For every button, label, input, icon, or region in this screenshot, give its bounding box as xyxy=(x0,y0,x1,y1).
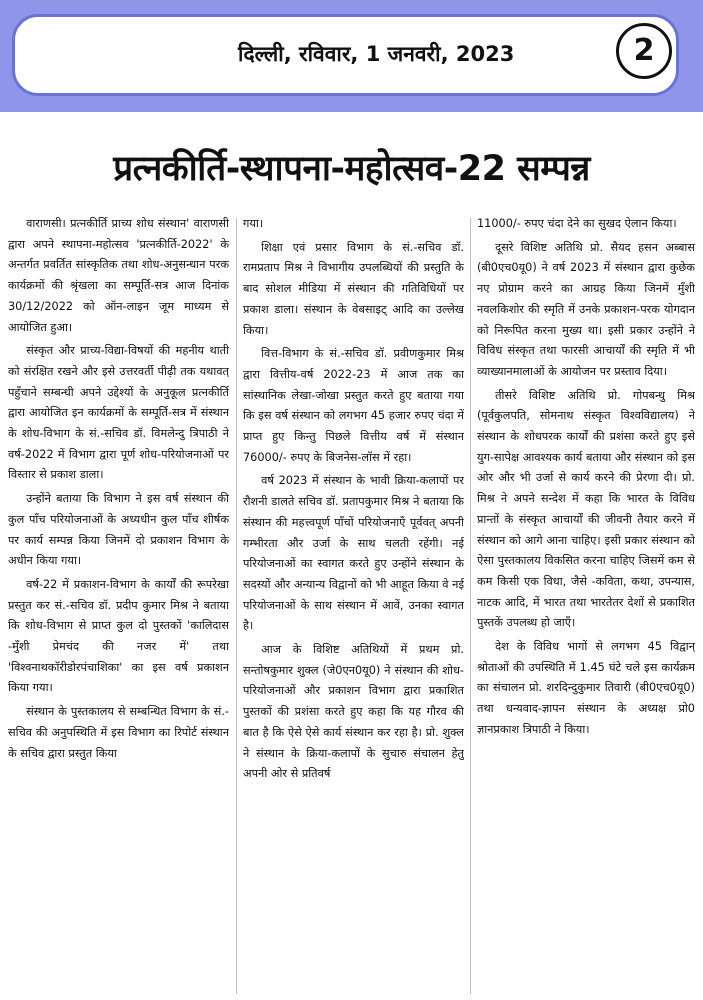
paragraph: तीसरे विशिष्ट अतिथि प्रो. गोपबन्धु मिश्र (पूर्वकुलपति, सोमनाथ संस्कृत विश्वविद्यालय) ने संस्थान के शोधपरक कार्यों की प्रशंसा करते हुए इसे युग-सापेक्ष आवश्यक कार्य बताया और संस्थान को इस ओर और भी उर्जा से कार्य करने की प्रेरणा दी। प्रो. मिश्र ने अपने सन्देश में कहा कि भारत के विविध प्रान्तों के संस्कृत आचार्यों की जीवनी तैयार करने में संस्थान को आगे आना चाहिए। इसी प्रकार संस्थान को ऐसा पुस्तकालय विकसित करना चाहिए जिसमें कम से कम किसी एक विधा, जैसे -कविता, कथा, उपन्यास, नाटक आदि, में भारत तथा भारतेतर देशों से प्रकाशित पुस्तकें उपलब्ध हो जाएँ। xyxy=(477,388,695,630)
paragraph: उन्होंने बताया कि विभाग ने इस वर्ष संस्थान की कुल पाँच परियोजनाओं के अध्यधीन कुल पाँच शीर्षक पर कार्य सम्पन्न किया जिनमें दो प्रकाशन विभाग के अधीन किया गया। xyxy=(8,492,229,568)
paragraph: वाराणसी। प्रत्नकीर्ति प्राच्य शोध संस्थान' वाराणसी द्वारा अपने स्थापना-महोत्सव 'प्रत्नकीर्ति-2022' के अन्तर्गत प्रवर्तित सांस्कृतिक तथा शोध-अनुसन्धान परक कार्यक्रमों की श्रृंखला का सम्पूर्ति-सत्र आज दिनांक 30/12/2022 को ऑन-लाइन जूम माध्यम से आयोजित हुआ। xyxy=(8,217,229,334)
paragraph: देश के विविध भागों से लगभग 45 विद्वान् श्रोताओं की उपस्थिति में 1.45 घंटे चले इस कार्यक्रम का संचालन प्रो. शरदिन्दुकुमार तिवारी (बी0एच0यू0) तथा धन्यवाद-ज्ञापन संस्थान के अध्यक्ष प्रो0 ज्ञानप्रकाश त्रिपाठी ने किया। xyxy=(477,640,695,736)
article-column-1 xyxy=(8,214,229,998)
article-column-2 xyxy=(243,214,464,998)
paragraph: आज के विशिष्ट अतिथियों में प्रथम प्रो. सन्तोषकुमार शुक्ल (जे0एन0यू0) ने संस्थान की शोध-परियोजनाओं और प्रकाशन विभाग द्वारा प्रकाशित पुस्तकों की प्रशंसा करते हुए कहा कि यह गौरव की बात है कि ऐसे ऐसे कार्य संस्थान कर रहा है। प्रो. शुक्ल ने संस्थान के क्रिया-कलापों के सुचारु संचालन हेतु अपनी ओर से प्रतिवर्ष xyxy=(243,643,464,781)
paragraph: गया। xyxy=(243,217,264,230)
paragraph: वर्ष 2023 में संस्थान के भावी क्रिया-कलापों पर रौशनी डालते सचिव डॉ. प्रतापकुमार मिश्र ने बताया कि संस्थान की महत्त्वपूर्ण पाँचों परियोजनाएँ पूर्ववत् अपनी गम्भीरता और उर्जा के साथ चलती रहेंगी। नई परियोजनाओं का स्वागत करते हुए उन्होंने संस्थान के सदस्यों और अन्यान्य विद्वानों को भी आहूत किया वे नई परियोजनाओं के साथ संस्थान में आवें, उनका स्वागत है। xyxy=(243,474,464,633)
article-column-3 xyxy=(477,214,695,998)
paragraph: संस्कृत और प्राच्य-विद्या-विषयों की महनीय थाती को संरक्षित रखने और इसे उत्तरवर्ती पीढ़ी तक यथावत् पहुँचाने सम्बन्धी अपने उद्देश्यों के अनुकूल प्रत्नकीर्ति द्वारा आयोजित इन कार्यक्रमों के सम्पूर्ति-सत्र में संस्थान के शोध-विभाग के सं.-सचिव डॉ. विमलेन्दु त्रिपाठी ने वर्ष-2022 में विभाग द्वारा पूर्ण शोध-परियोजनाओं पर विस्तार से प्रकाश डाला। xyxy=(8,344,229,482)
column-divider xyxy=(470,218,471,994)
paragraph: 11000/- रुपए चंदा देने का सुखद ऐलान किया। xyxy=(477,217,677,230)
paragraph: दूसरे विशिष्ट अतिथि प्रो. सैयद हसन अब्बास (बी0एच0यू0) ने वर्ष 2023 में संस्थान द्वारा कुछेक नए प्रोग्राम करने का आग्रह किया जिनमें मुँशी नवलकिशोर की स्मृति में उनके प्रकाशन-परक योगदान को निरूपित करना मुख्य था। इसी प्रकार उन्होंने ने विविध संस्कृत तथा फारसी आचार्यों की स्मृति में भी व्याख्यानमालाओं के आयोजन पर प्रस्ताव दिया। xyxy=(477,240,695,378)
article-headline: प्रत्नकीर्ति-स्थापना-महोत्सव-22 सम्पन्न xyxy=(113,149,590,189)
paragraph: वित्त-विभाग के सं.-सचिव डॉ. प्रवीणकुमार मिश्र द्वारा वित्तीय-वर्ष 2022-23 में आज तक का सांस्थानिक लेखा-जोखा प्रस्तुत करते हुए बताया गया कि इस वर्ष संस्थान को लगभग 45 हजार रुपए चंदा में प्राप्त हुए किन्तु पिछले वित्तीय वर्ष में संस्थान 76000/- रुपए के बिजनेस-लॉस में रहा। xyxy=(243,347,464,464)
page-number-badge: 2 xyxy=(616,23,672,79)
paragraph: वर्ष-22 में प्रकाशन-विभाग के कार्यों की रूपरेखा प्रस्तुत कर सं.-सचिव डॉ. प्रदीप कुमार मिश्र ने बताया कि शोध-विभाग से प्राप्त कुल दो पुस्तकों 'कालिदास -मुँशी प्रेमचंद की नजर में' तथा 'विश्वनाथकॉरीडोरपंचाशिका' का इस वर्ष प्रकाशन किया गया। xyxy=(8,577,229,695)
paragraph: संस्थान के पुस्तकालय से सम्बन्धित विभाग के सं.-सचिव की अनुपस्थिति में इस विभाग का रिपोर्ट संस्थान के सचिव द्वारा प्रस्तुत किया xyxy=(8,705,229,760)
paragraph: शिक्षा एवं प्रसार विभाग के सं.-सचिव डॉ. रामप्रताप मिश्र ने विभागीय उपलब्धियों की प्रस्तुति के बाद सोशल मीडिया में संस्थान की गतिविधियों पर प्रकाश डाला। संस्थान के वेबसाइट् आदि का उल्लेख किया। xyxy=(243,240,464,337)
dateline: दिल्ली, रविवार, 1 जनवरी, 2023 xyxy=(238,42,515,66)
column-divider xyxy=(236,218,237,994)
